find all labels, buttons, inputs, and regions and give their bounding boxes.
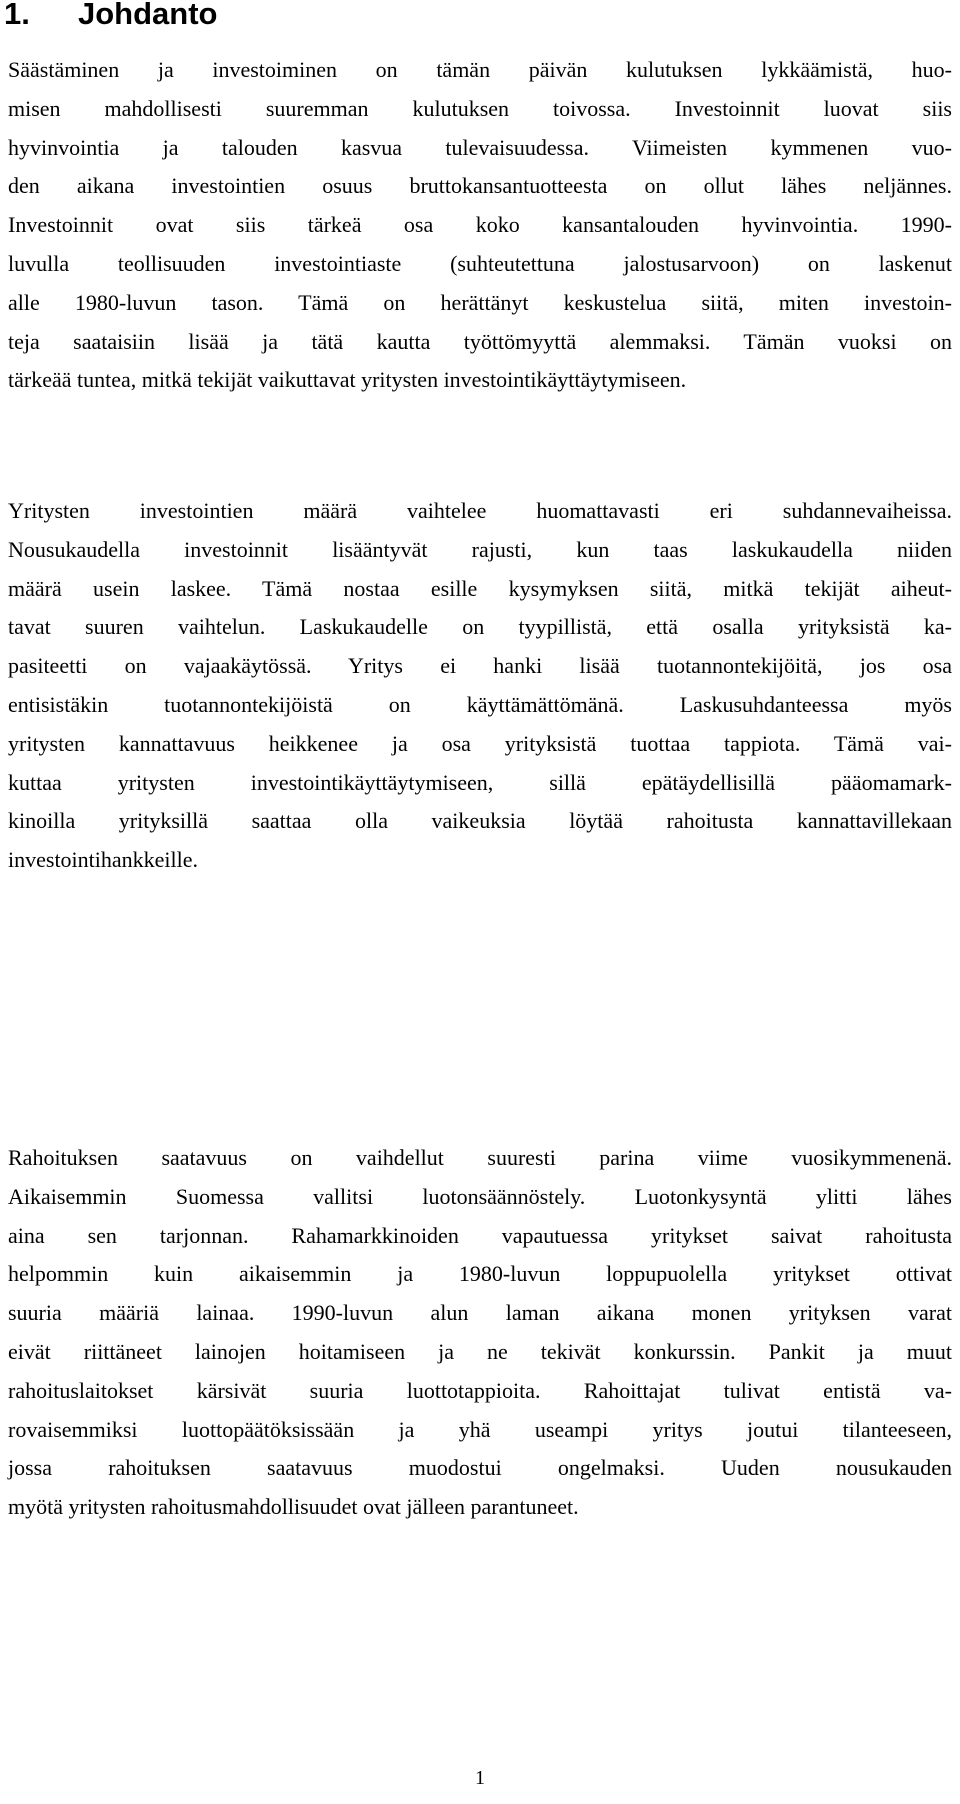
paragraph-line: rovaisemmiksi luottopäätöksissään ja yhä useampi yritys joutui tilanteeseen, [8, 1416, 952, 1442]
paragraph-line: den aikana investointien osuus bruttokansantuotteesta on ollut lähes neljännes. [8, 173, 952, 199]
paragraph-1 [8, 51, 952, 400]
paragraph-line: helpommin kuin aikaisemmin ja 1980-luvun loppupuolella yritykset ottivat [8, 1261, 952, 1287]
paragraph-line: teja saataisiin lisää ja tätä kautta työttömyyttä alemmaksi. Tämän vuoksi on [8, 328, 952, 354]
paragraph-line: Investoinnit ovat siis tärkeä osa koko kansantalouden hyvinvointia. 1990- [8, 212, 952, 238]
paragraph-line: rahoituslaitokset kärsivät suuria luottotappioita. Rahoittajat tulivat entistä va- [8, 1377, 952, 1403]
paragraph-line: hyvinvointia ja talouden kasvua tulevaisuudessa. Viimeisten kymmenen vuo- [8, 134, 952, 160]
paragraph-line: Säästäminen ja investoiminen on tämän päivän kulutuksen lykkäämistä, huo- [8, 57, 952, 82]
paragraph-line: Yritysten investointien määrä vaihtelee huomattavasti eri suhdannevaiheissa. [8, 498, 952, 523]
section-heading [4, 0, 218, 34]
paragraph-line: tärkeää tuntea, mitkä tekijät vaikuttavat yritysten investointikäyttäytymiseen. [8, 367, 687, 393]
paragraph-line: entisistäkin tuotannontekijöistä on käyttämättömänä. Laskusuhdanteessa myös [8, 691, 952, 717]
section-title: Johdanto [78, 0, 218, 31]
paragraph-line: Nousukaudella investoinnit lisääntyvät rajusti, kun taas laskukaudella niiden [8, 536, 952, 562]
page-number: 1 [475, 1767, 485, 1789]
paragraph-2 [8, 492, 952, 880]
paragraph-line: eivät riittäneet lainojen hoitamiseen ja ne tekivät konkurssin. Pankit ja muut [8, 1338, 952, 1364]
paragraph-line: myötä yritysten rahoitusmahdollisuudet ovat jälleen parantuneet. [8, 1494, 579, 1520]
paragraph-line: investointihankkeille. [8, 847, 199, 873]
paragraph-line: suuria määriä lainaa. 1990-luvun alun laman aikana monen yrityksen varat [8, 1300, 952, 1326]
paragraph-line: yritysten kannattavuus heikkenee ja osa yrityksistä tuottaa tappiota. Tämä vai- [8, 730, 952, 756]
paragraph-line: tavat suuren vaihtelun. Laskukaudelle on tyypillistä, että osalla yrityksistä ka- [8, 614, 952, 640]
paragraph-line: Rahoituksen saatavuus on vaihdellut suuresti parina viime vuosikymmenenä. [8, 1145, 952, 1170]
paragraph-3 [8, 1139, 952, 1527]
paragraph-line: aina sen tarjonnan. Rahamarkkinoiden vapautuessa yritykset saivat rahoitusta [8, 1222, 952, 1248]
paragraph-line: luvulla teollisuuden investointiaste (suhteutettuna jalostusarvoon) on laskenut [8, 250, 952, 276]
paragraph-line: alle 1980-luvun tason. Tämä on herättänyt keskustelua siitä, miten investoin- [8, 289, 952, 315]
paragraph-line: jossa rahoituksen saatavuus muodostui ongelmaksi. Uuden nousukauden [8, 1455, 952, 1481]
paragraph-line: kinoilla yrityksillä saattaa olla vaikeuksia löytää rahoitusta kannattavillekaan [8, 808, 952, 834]
section-number: 1. [4, 0, 30, 31]
paragraph-line: kuttaa yritysten investointikäyttäytymiseen, sillä epätäydellisillä pääomamark- [8, 769, 952, 795]
paragraph-line: määrä usein laskee. Tämä nostaa esille kysymyksen siitä, mitkä tekijät aiheut- [8, 575, 952, 601]
paragraph-line: Aikaisemmin Suomessa vallitsi luotonsäännöstely. Luotonkysyntä ylitti lähes [8, 1183, 952, 1209]
paragraph-line: pasiteetti on vajaakäytössä. Yritys ei hanki lisää tuotannontekijöitä, jos osa [8, 653, 952, 679]
paragraph-line: misen mahdollisesti suuremman kulutuksen toivossa. Investoinnit luovat siis [8, 95, 952, 121]
